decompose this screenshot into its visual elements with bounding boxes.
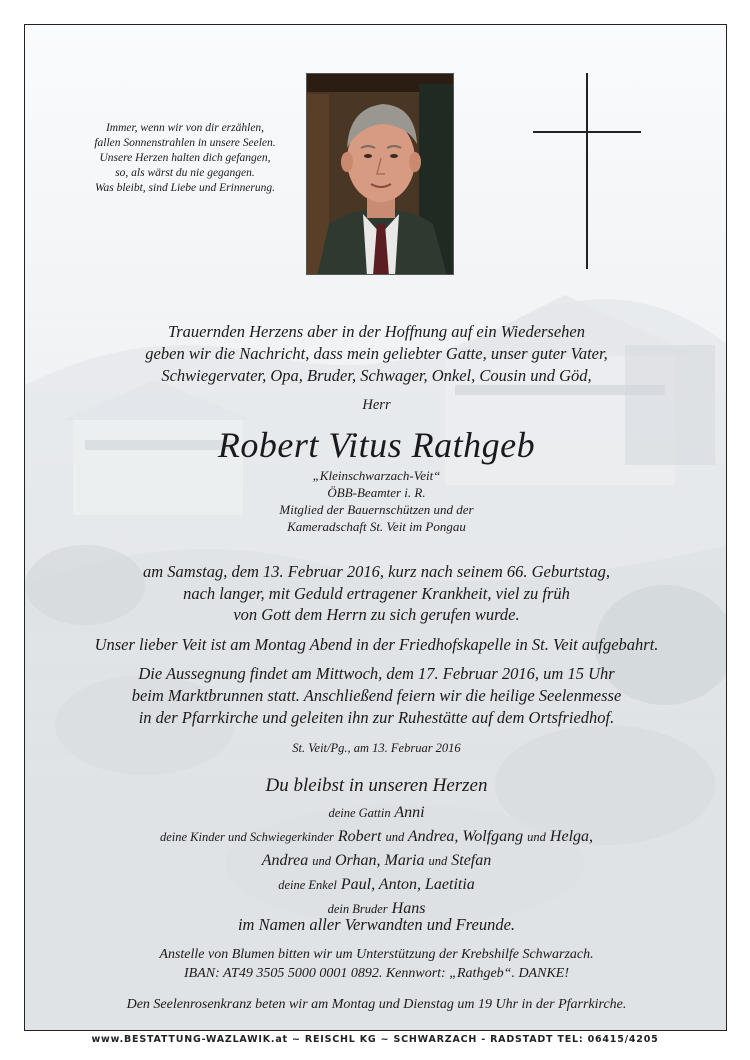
poem-line: so, als wärst du nie gegangen. <box>115 167 255 179</box>
donation-line: Anstelle von Blumen bitten wir um Unterstützung der Krebshilfe Schwarzach. <box>159 947 594 962</box>
gattin-name: Anni <box>394 804 425 821</box>
aufgebahrt-text: Unser lieber Veit ist am Montag Abend in der Friedhofskapelle in St. Veit aufgebahrt. <box>94 635 659 654</box>
detail-line: ÖBB-Beamter i. R. <box>327 485 426 500</box>
kind-name: Helga, <box>549 828 594 845</box>
und-word: und <box>385 830 405 844</box>
bruder-prefix: dein Bruder <box>327 902 388 916</box>
relatives-line: im Namen aller Verwandten und Freunde. <box>237 915 516 934</box>
kind-name: Andrea <box>261 852 309 869</box>
bruder-name: Hans <box>391 900 426 917</box>
donation-line: IBAN: AT49 3505 5000 0001 0892. Kennwort: „Rathgeb“. DANKE! <box>184 966 569 981</box>
kind-name: Wolfgang <box>462 828 524 845</box>
parte-frame <box>24 24 727 1031</box>
salutation: Herr <box>362 397 391 413</box>
place-date: St. Veit/Pg., am 13. Februar 2016 <box>292 741 461 755</box>
family-enkel <box>25 873 727 897</box>
intro-line: Trauernden Herzens aber in der Hoffnung auf ein Wiedersehen <box>167 322 586 341</box>
death-line: am Samstag, dem 13. Februar 2016, kurz nach seinem 66. Geburtstag, <box>142 562 610 581</box>
aussegnung-text <box>25 663 727 729</box>
poem-line: Was bleibt, sind Liebe und Erinnerung. <box>94 182 276 194</box>
und-word: und <box>312 854 331 868</box>
und-word: und <box>428 854 448 868</box>
aussegnung-line: Die Aussegnung findet am Mittwoch, dem 17. Februar 2016, um 15 Uhr <box>138 664 615 683</box>
enkel-prefix: deine Enkel <box>278 878 337 892</box>
detail-line: „Kleinschwarzach-Veit“ <box>312 468 441 483</box>
family-kinder <box>25 825 727 849</box>
death-announcement <box>25 561 727 626</box>
family-list <box>25 801 727 921</box>
kind-name: Orhan, <box>335 852 381 869</box>
poem <box>65 121 305 196</box>
kind-name: Robert <box>337 828 382 845</box>
kind-name: Andrea, <box>407 828 459 845</box>
family-gattin <box>25 801 727 825</box>
death-line: nach langer, mit Geduld ertragener Krankheit, viel zu früh <box>183 583 570 603</box>
remembrance-heading: Du bleibst in unseren Herzen <box>265 775 488 796</box>
poem-line: Immer, wenn wir von dir erzählen, <box>105 122 265 134</box>
funeral-home-footer: www.BESTATTUNG-WAZLAWIK.at ~ REISCHL KG ~ SCHWARZACH - RADSTADT TEL: 06415/4205 <box>91 1034 659 1045</box>
poem-line: fallen Sonnenstrahlen in unsere Seelen. <box>94 137 276 149</box>
aussegnung-line: beim Marktbrunnen statt. Anschließend feiern wir die heilige Seelenmesse <box>131 686 622 705</box>
donation-request <box>25 945 727 983</box>
cross-icon <box>533 73 643 273</box>
poem-line: Unsere Herzen halten dich gefangen, <box>99 152 271 164</box>
rosary-info: Den Seelenrosenkranz beten wir am Montag und Dienstag um 19 Uhr in der Pfarrkirche. <box>126 997 627 1012</box>
deceased-details <box>25 467 727 535</box>
family-kinder-2 <box>25 849 727 873</box>
enkel-names: Paul, Anton, Laetitia <box>340 876 475 893</box>
gattin-prefix: deine Gattin <box>328 806 391 820</box>
und-word: und <box>527 830 546 844</box>
kind-name: Stefan <box>451 852 492 869</box>
deceased-name: Robert Vitus Rathgeb <box>217 425 536 465</box>
detail-line: Mitglied der Bauernschützen und der <box>279 502 474 517</box>
portrait-image <box>307 74 454 275</box>
portrait-photo <box>306 73 454 275</box>
intro-line: geben wir die Nachricht, dass mein geliebter Gatte, unser guter Vater, <box>145 344 608 363</box>
detail-line: Kameradschaft St. Veit im Pongau <box>287 519 466 534</box>
intro-line: Schwiegervater, Opa, Bruder, Schwager, Onkel, Cousin und Göd, <box>161 366 592 385</box>
death-line: von Gott dem Herrn zu sich gerufen wurde. <box>233 605 520 624</box>
intro-text <box>25 321 727 387</box>
kinder-prefix: deine Kinder und Schwiegerkinder <box>159 830 334 844</box>
aussegnung-line: in der Pfarrkirche und geleiten ihn zur Ruhestätte auf dem Ortsfriedhof. <box>138 708 615 727</box>
kind-name: Maria <box>384 852 425 869</box>
